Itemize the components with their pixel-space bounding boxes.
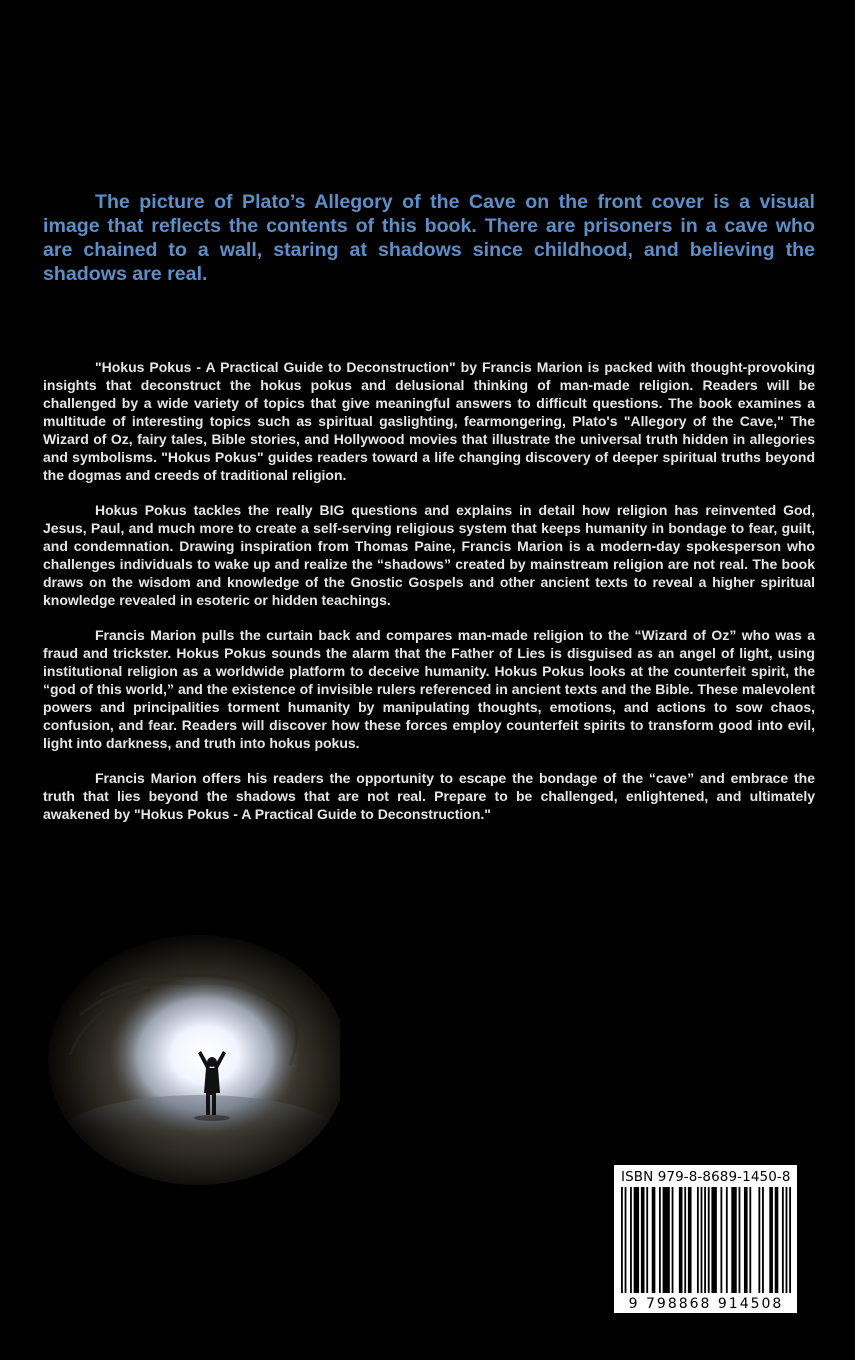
intro-text: The picture of Plato’s Allegory of the Cave on the front cover is a visual image that reflects the contents of this book. There are prisoners in a cave who are chained to a wall, staring at shadows since childhood, and believing the shadows are real. [43, 191, 815, 285]
barcode-bar [749, 1187, 751, 1293]
cave-floor [60, 1095, 340, 1175]
barcode-bar [634, 1187, 639, 1293]
barcode-bar [726, 1187, 728, 1293]
barcode-bar [672, 1187, 674, 1293]
description-paragraph-4: Francis Marion offers his readers the opportunity to escape the bondage of the “cave” and embrace the truth that lies beyond the shadows that are not real. Prepare to be challenged, enlightened, and ultimately awakened by "Hokus Pokus - A Practical Guide to Deconstruction." [43, 770, 815, 822]
description-paragraph-1: "Hokus Pokus - A Practical Guide to Deconstruction" by Francis Marion is packed with thought-provoking insights that deconstruct the hokus pokus and delusional thinking of man-made religion. Readers will be challenged by a wide variety of topics that give meaningful answers to difficult questions. The book examines a multitude of interesting topics such as spiritual gaslighting, fearmongering, Plato's "Allegory of the Cave," The Wizard of Oz, fairy tales, Bible stories, and Hollywood movies that illustrate the universal truth hidden in allegories and symbolisms. "Hokus Pokus" guides readers toward a life changing discovery of deeper spiritual truths beyond the dogmas and creeds of traditional religion. [43, 359, 815, 483]
cave-illustration [40, 935, 340, 1185]
barcode-bar [744, 1187, 748, 1293]
barcode-bar [630, 1187, 632, 1293]
barcode-bar [762, 1187, 764, 1293]
isbn-barcode [614, 1165, 797, 1313]
barcode-bar [652, 1187, 656, 1293]
barcode-bar [684, 1187, 686, 1293]
barcode-bar [625, 1187, 627, 1293]
person-shadow [194, 1115, 230, 1121]
barcode-bar [641, 1187, 645, 1293]
barcode-bar [659, 1187, 661, 1293]
barcode-bars [621, 1187, 791, 1293]
barcode-bar [786, 1187, 788, 1293]
barcode-bar [646, 1187, 648, 1293]
barcode-bar [758, 1187, 760, 1293]
barcode-bar [775, 1187, 779, 1293]
barcode-digits: 9 798868 914508 [621, 1296, 791, 1312]
barcode-bar [688, 1187, 692, 1293]
barcode-bar [663, 1187, 670, 1293]
barcode-bar [731, 1187, 736, 1293]
book-description [43, 358, 815, 840]
isbn-label: ISBN 979-8-8689-1450-8 [621, 1169, 791, 1185]
barcode-bar [782, 1187, 784, 1293]
barcode-bar [769, 1187, 773, 1293]
barcode-bar [621, 1187, 623, 1293]
barcode-bar [701, 1187, 703, 1293]
barcode-bar [697, 1187, 699, 1293]
barcode-bar [708, 1187, 710, 1293]
barcode-bar [739, 1187, 741, 1293]
barcode-bar [711, 1187, 716, 1293]
barcode-bar [789, 1187, 791, 1293]
description-paragraph-3: Francis Marion pulls the curtain back and compares man-made religion to the “Wizard of Oz” who was a fraud and trickster. Hokus Pokus sounds the alarm that the Father of Lies is disguised as an angel of light, using institutional religion as a worldwide platform to deceive humanity. Hokus Pokus looks at the counterfeit spirit, the “god of this world,” and the existence of invisible rulers referenced in ancient texts and the Bible. These malevolent powers and principalities torment humanity by manipulating thoughts, emotions, and actions to sow chaos, confusion, and fear. Readers will discover how these forces employ counterfeit spirits to transform good into evil, light into darkness, and truth into hokus pokus. [43, 627, 815, 751]
barcode-bar [720, 1187, 722, 1293]
description-paragraph-2: Hokus Pokus tackles the really BIG questions and explains in detail how religion has reinvented God, Jesus, Paul, and much more to create a self-serving religious system that keeps humanity in bondage to fear, guilt, and condemnation. Drawing inspiration from Thomas Paine, Francis Marion is a modern-day spokesperson who challenges individuals to wake up and realize the “shadows” created by mainstream religion are not real. The book draws on the wisdom and knowledge of the Gnostic Gospels and other ancient texts to reveal a higher spiritual knowledge revealed in esoteric or hidden teachings. [43, 502, 815, 608]
barcode-bar [704, 1187, 706, 1293]
barcode-bar [679, 1187, 683, 1293]
